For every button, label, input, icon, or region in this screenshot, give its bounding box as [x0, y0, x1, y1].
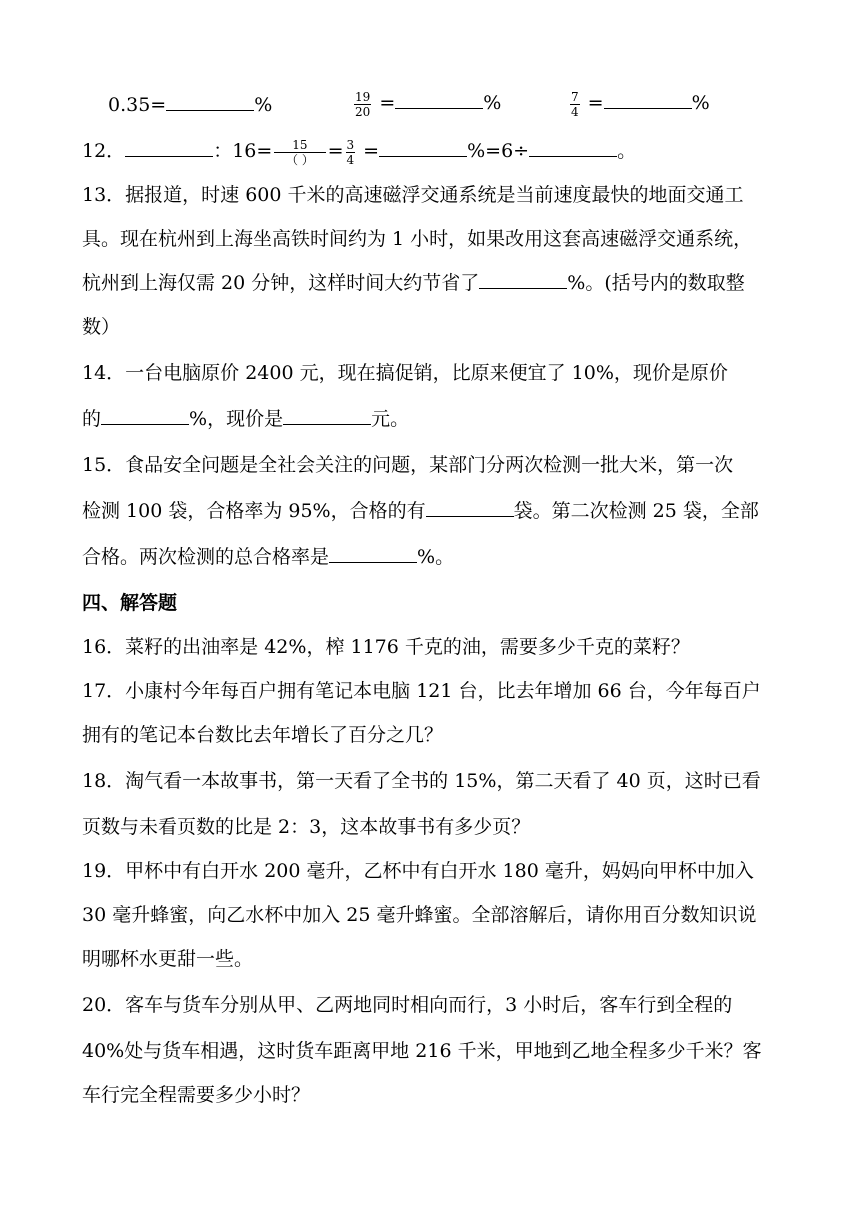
q15-line-3b: %。 — [417, 546, 455, 568]
answer-blank[interactable] — [395, 88, 483, 109]
q11-a-suffix: % — [254, 94, 273, 116]
q13-line-1: 13．据报道，时速 600 千米的高速磁浮交通系统是当前速度最快的地面交通工 — [82, 184, 744, 206]
fraction-denominator: （ ） — [286, 152, 314, 167]
answer-blank[interactable] — [283, 404, 371, 425]
q12-eq1: = — [327, 140, 344, 162]
q17-line-2: 拥有的笔记本台数比去年增长了百分之几？ — [82, 724, 444, 746]
q17-line-1: 17．小康村今年每百户拥有笔记本电脑 121 台，比去年增加 66 台，今年每百户 — [82, 680, 761, 702]
q12-number: 12． — [82, 140, 126, 162]
answer-blank[interactable] — [379, 136, 467, 157]
answer-blank[interactable] — [101, 404, 189, 425]
q20-line-1: 20．客车与货车分别从甲、乙两地同时相向而行，3 小时后，客车行到全程的 — [82, 994, 733, 1016]
fraction-denominator: 20 — [355, 104, 371, 119]
answer-blank[interactable] — [604, 88, 692, 109]
answer-blank[interactable] — [166, 90, 254, 111]
fraction-numerator: 15 — [274, 138, 325, 153]
fraction-denominator: 4 — [571, 104, 579, 119]
q12-text-a: ：16= — [213, 140, 273, 162]
answer-blank[interactable] — [479, 268, 567, 289]
q11-c-eq: = — [581, 92, 604, 114]
q16-line-1: 16．菜籽的出油率是 42%，榨 1176 千克的油，需要多少千克的菜籽？ — [82, 636, 690, 658]
q14-line-2b: %，现价是 — [189, 408, 284, 430]
q11-c-suffix: % — [691, 92, 710, 114]
q11-b-suffix: % — [483, 92, 502, 114]
q20-line-3: 车行完全程需要多少小时？ — [82, 1084, 311, 1106]
q20-line-2: 40%处与货车相遇，这时货车距离甲地 216 千米，甲地到乙地全程多少千米？客 — [82, 1040, 762, 1062]
fraction-numerator: 3 — [346, 137, 355, 152]
q15-line-2a: 检测 100 袋，合格率为 95%，合格的有 — [82, 500, 426, 522]
q19-line-1: 19．甲杯中有白开水 200 毫升，乙杯中有白开水 180 毫升，妈妈向甲杯中加入 — [82, 860, 754, 882]
q13-line-4: 数） — [82, 316, 121, 338]
answer-blank[interactable] — [125, 136, 213, 157]
q11-a-prefix: 0.35= — [108, 94, 167, 116]
q18-line-2: 页数与未看页数的比是 2：3，这本故事书有多少页？ — [82, 816, 531, 838]
fraction — [354, 90, 371, 119]
q13-line-3b: %。(括号内的数取整 — [567, 272, 745, 294]
q12-end: 。 — [617, 140, 637, 162]
q15-line-1: 15．食品安全问题是全社会关注的问题，某部门分两次检测一批大米，第一次 — [82, 454, 734, 476]
q15-line-2b: 袋。第二次检测 25 袋，全部 — [513, 500, 759, 522]
q19-line-2: 30 毫升蜂蜜，向乙水杯中加入 25 毫升蜂蜜。全部溶解后，请你用百分数知识说 — [82, 904, 757, 926]
q12-text-b: %=6÷ — [467, 140, 530, 162]
q19-line-3: 明哪杯水更甜一些。 — [82, 948, 254, 970]
q12-eq2: = — [357, 140, 380, 162]
fraction-denominator: 4 — [346, 152, 355, 167]
q13-line-3a: 杭州到上海仅需 20 分钟，这样时间大约节省了 — [82, 272, 480, 294]
q12 — [82, 136, 782, 167]
q14-line-2a: 的 — [82, 408, 102, 430]
q14-line-1: 14．一台电脑原价 2400 元，现在搞促销，比原来便宜了 10%，现价是原价 — [82, 362, 728, 384]
q14-line-2 — [82, 404, 782, 434]
q18-line-1: 18．淘气看一本故事书，第一天看了全书的 15%，第二天看了 40 页，这时已看 — [82, 770, 761, 792]
fraction — [570, 90, 580, 119]
fraction — [346, 138, 356, 167]
q13-line-3 — [82, 268, 782, 298]
fraction-numerator: 7 — [571, 89, 579, 104]
q15-line-3a: 合格。两次检测的总合格率是 — [82, 546, 330, 568]
q11-b-eq: = — [373, 92, 396, 114]
q13-line-2: 具。现在杭州到上海坐高铁时间约为 1 小时，如果改用这套高速磁浮交通系统， — [82, 228, 753, 250]
answer-blank[interactable] — [529, 136, 617, 157]
q15-line-3 — [82, 542, 782, 572]
answer-blank[interactable] — [426, 496, 514, 517]
fraction — [274, 138, 325, 167]
section-heading: 四、解答题 — [82, 592, 178, 614]
fraction-numerator: 19 — [355, 89, 371, 104]
answer-blank[interactable] — [329, 542, 417, 563]
q14-line-2c: 元。 — [371, 408, 410, 430]
q15-line-2 — [82, 496, 782, 526]
